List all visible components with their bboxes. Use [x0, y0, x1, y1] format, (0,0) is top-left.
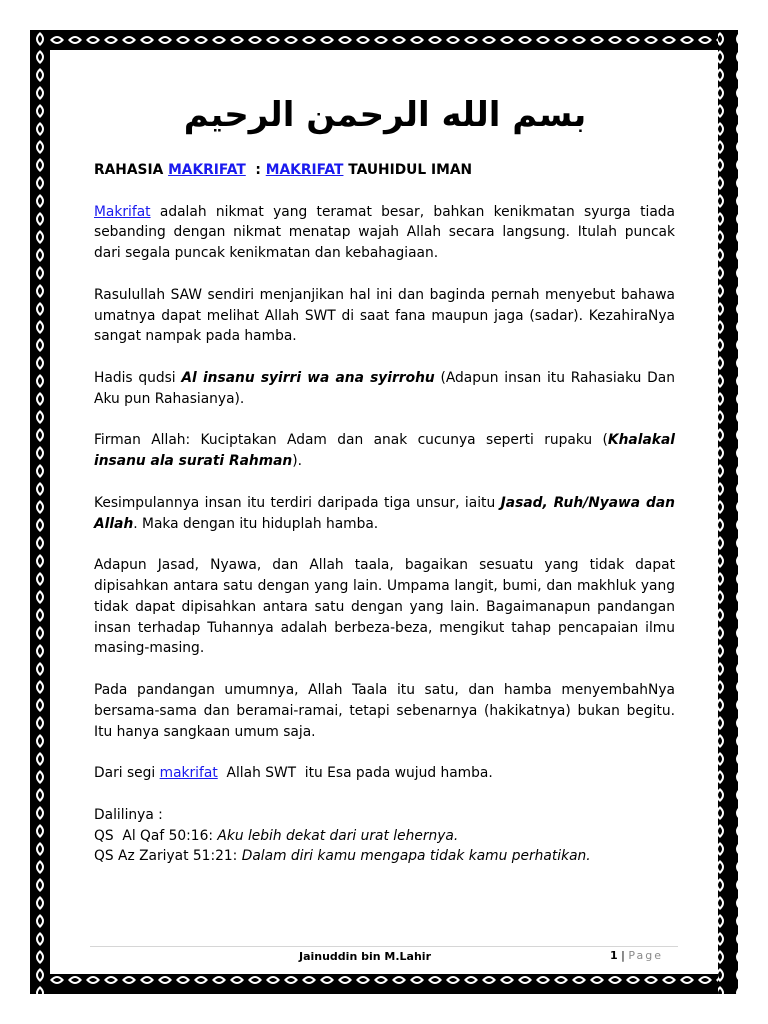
dalil-item — [94, 846, 675, 867]
page-label: Page — [628, 949, 663, 962]
paragraph — [94, 763, 675, 784]
page-number: 1 — [610, 949, 618, 962]
paragraph — [94, 430, 675, 472]
paragraph-text: ). — [292, 453, 302, 470]
makrifat-link[interactable]: Makrifat — [94, 203, 151, 220]
three-elements: Jasad, Ruh/Nyawa dan Allah — [94, 494, 675, 532]
paragraph-text: Firman Allah: Kuciptakan Adam dan anak cucunya seperti rupaku ( — [94, 432, 608, 449]
paragraph-text: (Adapun insan itu Rahasiaku Dan Aku pun Rahasianya). — [94, 369, 675, 407]
dalil-item — [94, 826, 675, 847]
page-separator: | — [617, 949, 629, 962]
paragraph — [94, 202, 675, 264]
title-separator: : — [245, 162, 266, 178]
quran-verse: Dalam diri kamu mengapa tidak kamu perhatikan. — [241, 848, 591, 865]
paragraph-text: Hadis qudsi — [94, 369, 182, 386]
quran-reference: QS Az Zariyat 51:21: — [94, 848, 242, 865]
hadith-quote: Al insanu syirri wa ana syirrohu — [181, 369, 435, 386]
makrifat-link[interactable]: MAKRIFAT — [265, 162, 344, 178]
bismillah-calligraphy — [183, 82, 587, 144]
paragraph: Adapun Jasad, Nyawa, dan Allah taala, bagaikan sesuatu yang tidak dapat dipisahkan antara satu dengan yang lain. Umpama langit, bumi, dan makhluk yang tidak dapat dipisahkan antara satu dengan yang lain. Bagaimanapun pandangan insan terhadap Tuhannya adalah berbeza-beza, mengikut tahap pencapaian ilmu masing-masing. — [94, 557, 675, 657]
bismillah-text: بسم الله الرحمن الرحيم — [183, 95, 587, 135]
paragraph: Rasulullah SAW sendiri menjanjikan hal ini dan baginda pernah menyebut bahawa umatnya dapat melihat Allah SWT di saat fana maupun jaga (sadar). KezahiraNya sangat nampak pada hamba. — [94, 286, 675, 345]
paragraph — [94, 368, 675, 410]
paragraph-text: Dari segi — [94, 765, 160, 782]
makrifat-link[interactable]: MAKRIFAT — [168, 162, 246, 178]
dalil-heading: Dalilinya : — [94, 806, 163, 823]
arabic-quote: Khalakal insanu ala surati Rahman — [94, 432, 675, 470]
paragraph-text: . Maka dengan itu hiduplah hamba. — [133, 515, 379, 532]
footer-divider — [90, 946, 678, 947]
paragraph: Pada pandangan umumnya, Allah Taala itu satu, dan hamba menyembahNya bersama-sama dan beramai-ramai, tetapi sebenarnya (hakikatnya) bukan begitu. Itu hanya sangkaan umum saja. — [94, 681, 675, 740]
footer-page-indicator — [610, 949, 663, 962]
quran-reference: QS Al Qaf 50:16: — [94, 827, 218, 844]
quran-verse: Aku lebih dekat dari urat lehernya. — [217, 827, 459, 844]
paragraph — [94, 493, 675, 535]
title-suffix: TAUHIDUL IMAN — [343, 162, 473, 178]
paragraph-text: adalah nikmat yang teramat besar, bahkan kenikmatan syurga tiada sebanding dengan nikmat menatap wajah Allah secara langsung. Itulah puncak dari segala puncak kenikmatan dan kebahagiaan. — [94, 203, 675, 262]
document-body — [94, 160, 675, 867]
dalil-section — [94, 805, 675, 867]
paragraph-text: Allah SWT itu Esa pada wujud hamba. — [217, 765, 493, 782]
document-title — [94, 160, 675, 181]
makrifat-link[interactable]: makrifat — [159, 765, 218, 782]
title-prefix: RAHASIA — [94, 162, 169, 178]
paragraph-text: Kesimpulannya insan itu terdiri daripada tiga unsur, iaitu — [94, 494, 501, 511]
footer-author: Jainuddin bin M.Lahir — [298, 950, 432, 963]
